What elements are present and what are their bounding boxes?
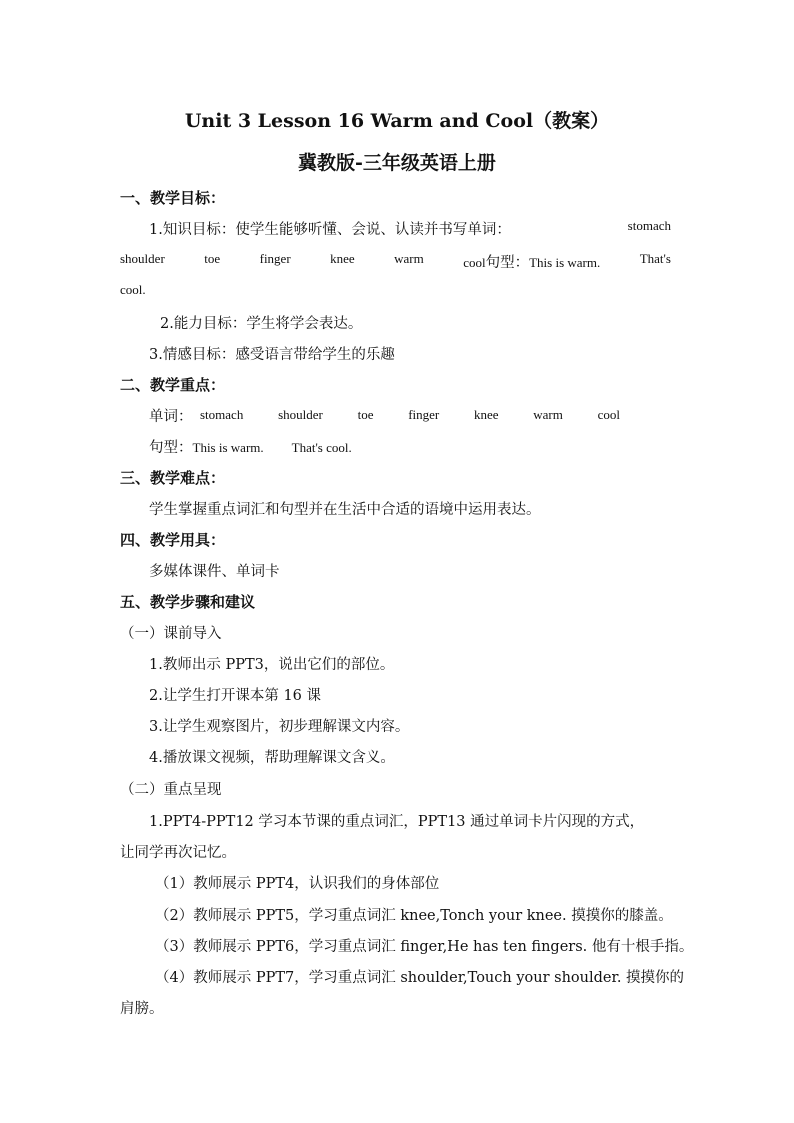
list-item: （3）教师展示 PPT6，学习重点词汇 finger,He has ten fingers. 他有十根手指。 [155, 939, 694, 955]
key-sentences-line [149, 436, 352, 457]
paragraph-line: 1.PPT4-PPT12 学习本节课的重点词汇，PPT13 通过单词卡片闪现的方式， [149, 814, 645, 830]
list-item: （2）教师展示 PPT5，学习重点词汇 knee,Tonch your knee. 摸摸你的膝盖。 [155, 908, 673, 924]
word: finger [259, 251, 291, 266]
key-words-label: 单词： [149, 409, 193, 425]
word: knee [330, 251, 355, 266]
key-words-line [149, 405, 193, 426]
document-subtitle: 冀教版-三年级英语上册 [298, 152, 496, 174]
key-words-list [200, 407, 620, 423]
word: toe [357, 407, 374, 422]
objective-2: 2.能力目标：学生将学会表达。 [160, 316, 363, 332]
step-item: 4.播放课文视频，帮助理解课文含义。 [149, 750, 395, 766]
step-item: 2.让学生打开课本第 16 课 [149, 688, 322, 704]
word: toe [204, 251, 221, 266]
list-item-continuation: 肩膀。 [120, 1001, 164, 1017]
tools-text: 多媒体课件、单词卡 [149, 564, 280, 580]
sentence: This is warm. [529, 255, 601, 270]
sentence: That's [639, 251, 671, 266]
difficulties-text: 学生掌握重点词汇和句型并在生活中合适的语境中运用表达。 [149, 502, 541, 518]
paragraph-line: 让同学再次记忆。 [120, 845, 236, 861]
objective-1-line1 [149, 218, 671, 239]
step-item: 1.教师出示 PPT3，说出它们的部位。 [149, 657, 395, 673]
word: stomach [200, 407, 244, 422]
word-with-label [463, 251, 600, 272]
list-item: （4）教师展示 PPT7，学习重点词汇 shoulder,Touch your shoulder. 摸摸你的 [155, 970, 685, 986]
word: warm [394, 251, 424, 266]
word: shoulder [120, 251, 165, 266]
objective-1-line3: cool. [120, 282, 146, 297]
list-item: （1）教师展示 PPT4，认识我们的身体部位 [155, 876, 440, 892]
step-item: 3.让学生观察图片，初步理解课文内容。 [149, 719, 410, 735]
word: cool [463, 255, 486, 270]
section-heading-objectives: 一、教学目标： [120, 189, 226, 207]
objective-1-line2 [120, 251, 671, 272]
word: warm [533, 407, 563, 422]
section-heading-tools: 四、教学用具： [120, 531, 226, 549]
objective-1-prefix: 1.知识目标：使学生能够听懂、会说、认读并书写单词： [149, 222, 511, 238]
document-title: Unit 3 Lesson 16 Warm and Cool（教案） [184, 110, 610, 132]
key-sentences-label: 句型： [149, 440, 193, 456]
sentence: This is warm. [192, 440, 264, 455]
sentence: That's cool. [291, 440, 352, 455]
word: knee [473, 407, 499, 422]
section-heading-steps: 五、教学步骤和建议 [120, 593, 256, 611]
subsection-key-presentation: （二）重点呈现 [120, 782, 222, 798]
sentence-label: 句型： [485, 255, 530, 271]
word: finger [408, 407, 440, 422]
section-heading-difficulties: 三、教学难点： [120, 469, 226, 487]
word: stomach [627, 218, 671, 233]
word: shoulder [278, 407, 323, 422]
objective-3: 3.情感目标：感受语言带给学生的乐趣 [149, 347, 395, 363]
subsection-intro: （一）课前导入 [120, 626, 222, 642]
word: cool [597, 407, 620, 422]
section-heading-key-points: 二、教学重点： [120, 376, 226, 394]
